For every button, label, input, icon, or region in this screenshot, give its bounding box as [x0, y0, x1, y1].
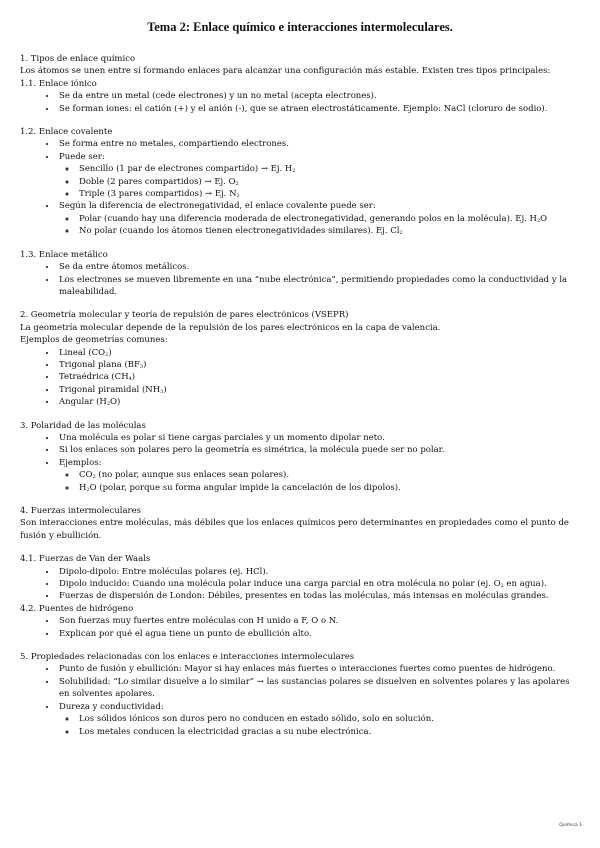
list-item: • Angular $(H_2O)$	[57, 396, 580, 408]
properties-list	[20, 663, 580, 737]
vdw-list	[20, 566, 580, 603]
list-item: • Ejemplos: ◦ $CO_2$ (no polar, aunque sus enlaces sean polares). ◦ $H_2O$ (polar, porque su forma angular impide la cancelación de los dipolos).	[57, 457, 580, 494]
list-item: ◦ Doble (2 pares compartidos) → Ej. $O_2$	[77, 176, 580, 188]
list-item: • Punto de fusión y ebullición: Mayor si hay enlaces más fuertes o interacciones fuertes como puentes de hidrógeno.	[57, 663, 580, 675]
section-2-heading: 2. Geometría molecular y teoría de repulsión de pares electrónicos (VSEPR)	[20, 310, 349, 321]
polarity-molecules-list	[20, 432, 580, 494]
list-item: • Los electrones se mueven libremente en una “nube electrónica”, permitiendo propiedades como la conductividad y la maleabilidad.	[57, 274, 580, 299]
section-1-intro: Los átomos se unen entre sí formando enlaces para alcanzar una configuración más estable. Existen tres tipos principales:	[20, 66, 551, 77]
list-item: • Se da entre átomos metálicos.	[57, 261, 580, 273]
list-item: • Dipolo inducido: Cuando una molécula polar induce una carga parcial en otra molécula no polar (ej. $O_2$ en agua).	[57, 578, 580, 590]
list-item: • Si los enlaces son polares pero la geometría es simétrica, la molécula puede ser no polar.	[57, 444, 580, 456]
list-item: ◦ Los metales conducen la electricidad gracias a su nube electrónica.	[77, 726, 580, 738]
section-1-3-heading: 1.3. Enlace metálico	[20, 249, 108, 260]
list-item: • Según la diferencia de electronegatividad, el enlace covalente puede ser: ◦ Polar (cuando hay una diferencia moderada de electronegatividad, generando polos en la molécula). Ej. $H_2O$ ◦ No polar (cuando los átomos tienen electronegatividades similares). Ej. $Cl_2$	[57, 200, 580, 237]
ionic-list	[20, 90, 580, 115]
section-4-heading: 4. Fuerzas intermoleculares	[20, 506, 141, 516]
list-item: ◦ Sencillo (1 par de electrones compartido) → Ej. $H_2$	[77, 163, 580, 175]
section-4-1-heading: 4.1. Fuerzas de Van der Waals	[20, 554, 151, 565]
section-2-line-1: La geometría molecular depende de la repulsión de los pares electrónicos en la capa de valencia.	[20, 322, 441, 333]
section-3-heading: 3. Polaridad de las moléculas	[20, 420, 146, 431]
list-item: • Puede ser: ◦ Sencillo (1 par de electrones compartido) → Ej. $H_2$ ◦ Doble (2 pares compartidos) → Ej. $O_2$ ◦ Triple (3 pares compartidos) → Ej. $N_2$	[57, 151, 580, 201]
list-item: • Una molécula es polar si tiene cargas parciales y un momento dipolar neto.	[57, 432, 580, 444]
list-item: • Dureza y conductividad: ◦ Los sólidos iónicos son duros pero no conducen en estado sólido, solo en solución. ◦ Los metales conducen la electricidad gracias a su nube electrónica.	[57, 701, 580, 738]
list-item: • Se da entre un metal (cede electrones) y un no metal (acepta electrones).	[57, 90, 580, 102]
page-title: Tema 2: Enlace químico e interacciones intermoleculares.	[147, 20, 453, 34]
examples-list	[59, 469, 580, 494]
hbond-list	[20, 615, 580, 640]
list-item: ◦ Los sólidos iónicos son duros pero no conducen en estado sólido, solo en solución.	[77, 713, 580, 725]
section-2-line-2: Ejemplos de geometrías comunes:	[20, 335, 168, 346]
section-1-heading: 1. Tipos de enlace químico	[20, 54, 136, 64]
polarity-list	[59, 213, 580, 238]
list-item: • Dipolo-dipolo: Entre moléculas polares (ej. HCl).	[57, 566, 580, 578]
list-item: ◦ Polar (cuando hay una diferencia moderada de electronegatividad, generando polos en la molécula). Ej. $H_2O$	[77, 213, 580, 225]
list-item: • Tetraédrica $(CH_4)$	[57, 371, 580, 383]
list-item: • Se forman iones: el catión (+) y el anión (-), que se atraen electrostáticamente. Ejemplo: NaCl (cloruro de sodio).	[57, 103, 580, 115]
section-4-intro: Son interacciones entre moléculas, más débiles que los enlaces químicos pero determinantes en propiedades como el punto de fusión y ebullición.	[20, 518, 569, 541]
list-item: • Solubilidad: “Lo similar disuelve a lo similar” → las sustancias polares se disuelven en solventes polares y las apolares en solventes apolares.	[57, 676, 580, 701]
list-item: • Fuerzas de dispersión de London: Débiles, presentes en todas las moléculas, más intensas en moléculas grandes.	[57, 590, 580, 602]
covalent-list	[20, 138, 580, 237]
section-5-heading: 5. Propiedades relacionadas con los enlaces e interacciones intermoleculares	[20, 652, 355, 663]
list-item: • Trigonal piramidal $(NH_3)$	[57, 384, 580, 396]
list-item: ◦ Triple (3 pares compartidos) → Ej. $N_2$	[77, 188, 580, 200]
list-item: • Son fuerzas muy fuertes entre moléculas con H unido a F, O o N.	[57, 615, 580, 627]
list-item: ◦ No polar (cuando los átomos tienen electronegatividades similares). Ej. $Cl_2$	[77, 225, 580, 237]
hardness-list	[59, 713, 580, 738]
list-item: • Lineal $(CO_2)$	[57, 347, 580, 359]
list-item: ◦ $H_2O$ (polar, porque su forma angular impide la cancelación de los dipolos).	[77, 482, 580, 494]
list-item: • Explican por qué el agua tiene un punto de ebullición alto.	[57, 628, 580, 640]
metallic-list	[20, 261, 580, 298]
page-footer: Química 1	[559, 823, 582, 828]
list-item: • Trigonal plana $(BF_3)$	[57, 359, 580, 371]
section-4-2-heading: 4.2. Puentes de hidrógeno	[20, 603, 134, 614]
section-1-1-heading: 1.1. Enlace iónico	[20, 78, 97, 89]
geometry-list	[20, 347, 580, 409]
bond-types-list	[59, 163, 580, 200]
section-1-2-heading: 1.2. Enlace covalente	[20, 127, 113, 138]
list-item: • Se forma entre no metales, compartiendo electrones.	[57, 138, 580, 150]
list-item: ◦ $CO_2$ (no polar, aunque sus enlaces sean polares).	[77, 469, 580, 481]
document-page	[20, 20, 580, 738]
